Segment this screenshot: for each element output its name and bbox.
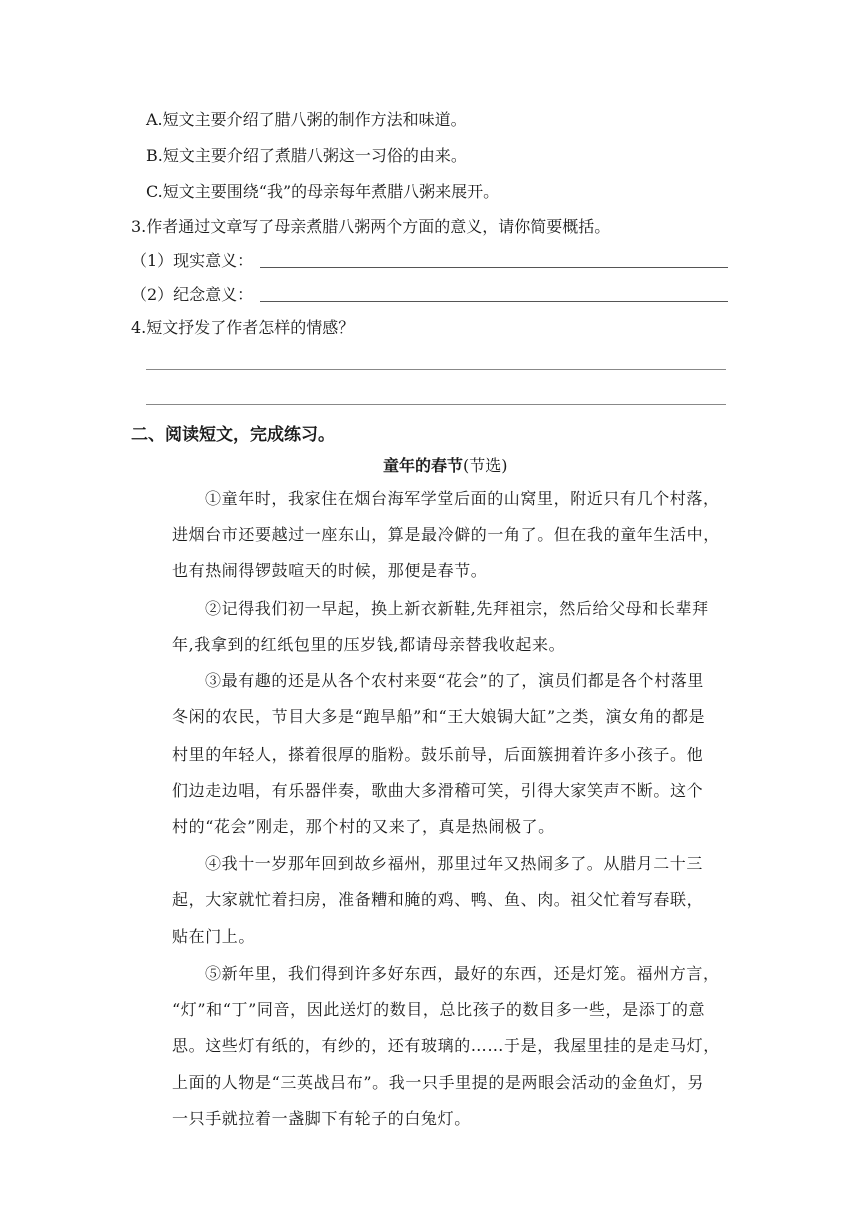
passage-line: 起，大家就忙着扫房，准备糟和腌的鸡、鸭、鱼、肉。祖父忙着写春联， [172, 890, 704, 909]
answer-line-4-2[interactable] [146, 404, 726, 405]
question-4: 4.短文抒发了作者怎样的情感？ [131, 318, 355, 337]
answer-line-3-2[interactable] [260, 301, 728, 302]
passage-line: 一只手就拉着一盏脚下有轮子的白兔灯。 [172, 1109, 471, 1128]
passage-line: 村里的年轻人，搽着很厚的脂粉。鼓乐前导，后面簇拥着许多小孩子。他 [172, 745, 704, 764]
passage-line: ①童年时，我家住在烟台海军学堂后面的山窝里，附近只有几个村落， [205, 489, 720, 508]
passage-line: 贴在门上。 [172, 927, 256, 946]
option-b: B.短文主要介绍了煮腊八粥这一习俗的由来。 [146, 146, 467, 165]
passage-line: ③最有趣的还是从各个农村来耍“花会”的了，演员们都是各个村落里 [205, 671, 704, 690]
passage-line: 村的“花会”刚走，那个村的又来了，真是热闹极了。 [172, 817, 555, 836]
question-3: 3.作者通过文章写了母亲煮腊八粥两个方面的意义，请你简要概括。 [131, 217, 611, 236]
passage-line: ④我十一岁那年回到故乡福州，那里过年又热闹多了。从腊月二十三 [205, 854, 704, 873]
passage-line: 思。这些灯有纸的，有纱的，还有玻璃的……于是，我屋里挂的是走马灯， [172, 1036, 720, 1055]
passage-line: ②记得我们初一早起，换上新衣新鞋,先拜祖宗，然后给父母和长辈拜 [205, 599, 709, 618]
question-3-sub-1-label: （1）现实意义： [131, 251, 254, 270]
passage-line: 也有热闹得锣鼓喧天的时候，那便是春节。 [172, 561, 488, 580]
section-heading: 二、阅读短文，完成练习。 [131, 425, 335, 445]
answer-line-3-1[interactable] [260, 267, 728, 268]
answer-line-4-1[interactable] [146, 369, 726, 370]
option-a: A.短文主要介绍了腊八粥的制作方法和味道。 [146, 110, 467, 129]
passage-line: 进烟台市还要越过一座东山，算是最冷僻的一角了。但在我的童年生活中， [172, 525, 720, 544]
question-3-sub-2-label: （2）纪念意义： [131, 285, 254, 304]
passage-line: 上面的人物是“三英战吕布”。我一只手里提的是两眼会活动的金鱼灯，另 [172, 1073, 705, 1092]
passage-line: ⑤新年里，我们得到许多好东西，最好的东西，还是灯笼。福州方言， [205, 964, 720, 983]
passage-title [383, 454, 508, 478]
passage-title-note: (节选) [463, 456, 508, 475]
option-c: C.短文主要围绕“我”的母亲每年煮腊八粥来展开。 [146, 182, 500, 201]
passage-line: 年,我拿到的红纸包里的压岁钱,都请母亲替我收起来。 [172, 635, 566, 654]
passage-line: 冬闲的农民，节目大多是“跑旱船”和“王大娘锔大缸”之类，演女角的都是 [172, 707, 706, 726]
passage-line: “灯”和“丁”同音，因此送灯的数目，总比孩子的数目多一些，是添丁的意 [172, 1000, 706, 1019]
passage-line: 们边走边唱，有乐器伴奏，歌曲大多滑稽可笑，引得大家笑声不断。这个 [172, 781, 704, 800]
passage-title-text: 童年的春节 [383, 456, 464, 475]
